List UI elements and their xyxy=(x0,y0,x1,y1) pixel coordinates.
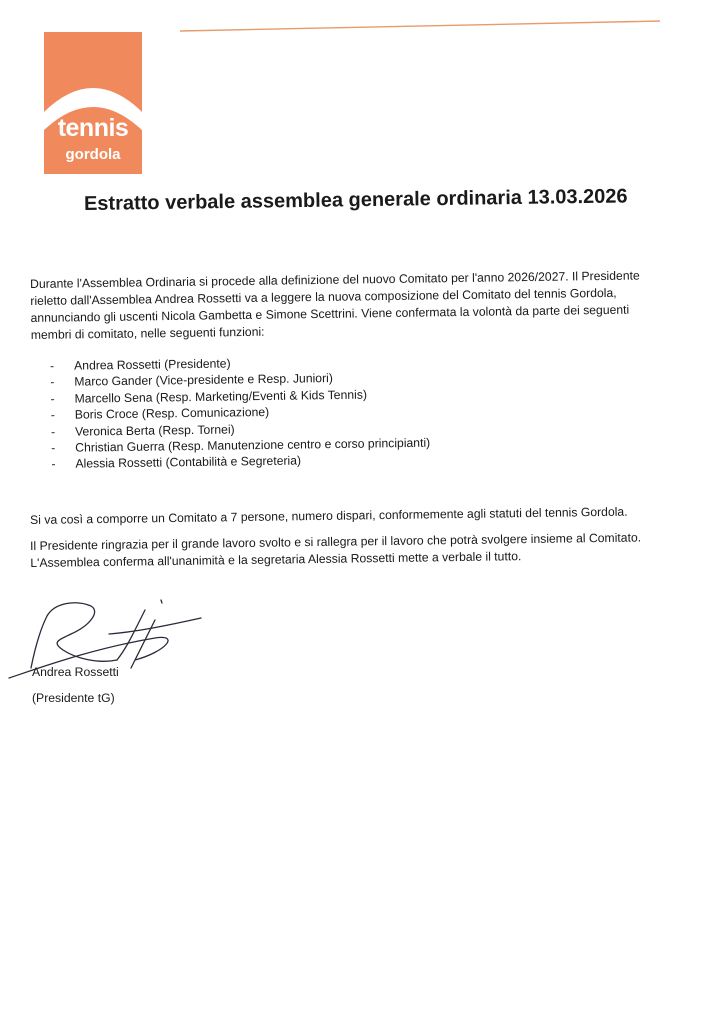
committee-members-list xyxy=(50,353,431,473)
tennis-gordola-logo xyxy=(44,32,142,174)
member-text: Boris Croce (Resp. Comunicazione) xyxy=(74,405,270,422)
member-text: Veronica Berta (Resp. Tornei) xyxy=(74,422,235,439)
list-bullet: - xyxy=(51,457,56,472)
signer-name: Andrea Rossetti xyxy=(32,665,119,679)
intro-paragraph: Durante l'Assemblea Ordinaria si procede alla definizione del nuovo Comitato per l'anno 2026/2027. Il Presidente rieletto dall'Assemblea Andrea Rossetti va a leggere la nuova composizione del Comitato del tennis Gordola, annunciando gli uscenti Nicola Gambetta e Simone Scettrini. Viene confermata la volontà da parte dei seguenti membri di comitato, nelle seguenti funzioni: xyxy=(30,268,640,342)
closing-paragraph: Il Presidente ringrazia per il grande lavoro svolto e si rallegra per il lavoro che potrà svolgere insieme al Comitato. L'Assemblea conferma all'unanimità e la segretaria Alessia Rossetti mette a verbale il tutto. xyxy=(30,530,642,570)
list-bullet: - xyxy=(51,440,56,456)
list-bullet: - xyxy=(50,424,56,439)
member-text: Andrea Rossetti (Presidente) xyxy=(74,356,231,373)
list-bullet: - xyxy=(50,391,55,406)
signer-role: (Presidente tG) xyxy=(32,691,115,705)
composition-paragraph: Si va così a comporre un Comitato a 7 persone, numero dispari, conformemente agli statuti del tennis Gordola. xyxy=(30,504,628,527)
document-title: Estratto verbale assemblea generale ordinaria 13.03.2026 xyxy=(83,185,628,215)
list-bullet: - xyxy=(50,375,55,390)
top-rule xyxy=(180,0,662,34)
member-text: Marco Gander (Vice-presidente e Resp. Juniori) xyxy=(74,371,333,390)
list-bullet: - xyxy=(50,358,55,373)
logo-word-tennis: tennis xyxy=(57,114,129,142)
logo-word-gordola: gordola xyxy=(65,146,121,163)
member-text: Christian Guerra (Resp. Manutenzione centro e corso principianti) xyxy=(75,435,431,455)
list-bullet: - xyxy=(50,408,55,423)
member-text: Marcello Sena (Resp. Marketing/Eventi & Kids Tennis) xyxy=(74,387,368,406)
member-text: Alessia Rossetti (Contabilità e Segreteria) xyxy=(75,453,302,472)
